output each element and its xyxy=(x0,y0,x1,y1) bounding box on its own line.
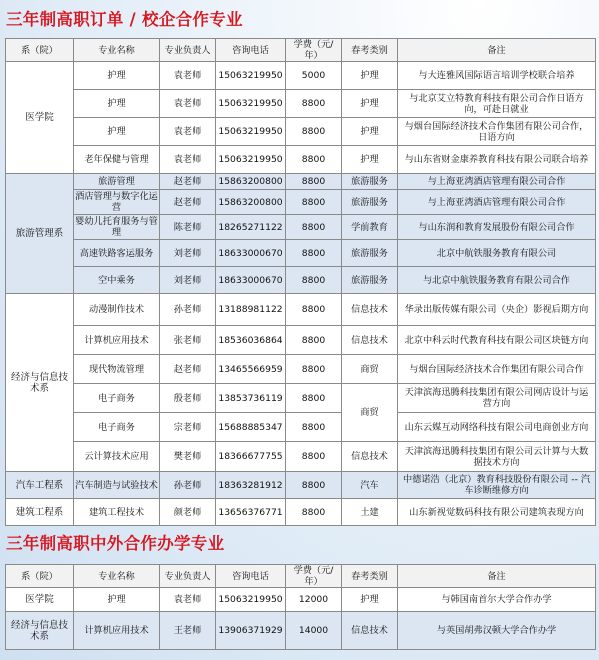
fee-cell: 8800 xyxy=(286,499,342,526)
category-cell: 商贸 xyxy=(342,355,398,384)
leader-cell: 陈老师 xyxy=(160,215,216,240)
category-cell: 汽车 xyxy=(342,472,398,499)
section1-title: 三年制高职订单 / 校企合作专业 xyxy=(6,10,243,29)
fee-cell: 8800 xyxy=(286,384,342,413)
table-row xyxy=(6,588,596,612)
table-row xyxy=(6,174,596,190)
phone-cell: 13188981122 xyxy=(216,294,286,326)
note-cell: 与北京中航铁服务教育有限公司合作 xyxy=(398,267,596,294)
leader-cell: 赵老师 xyxy=(160,174,216,190)
leader-cell: 袁老师 xyxy=(160,588,216,612)
category-cell: 土建 xyxy=(342,499,398,526)
fee-cell: 8800 xyxy=(286,355,342,384)
note-cell: 与烟台国际经济技术合作集团有限公司合作 xyxy=(398,355,596,384)
category-cell: 旅游服务 xyxy=(342,267,398,294)
phone-cell: 15063219950 xyxy=(216,90,286,118)
leader-cell: 王老师 xyxy=(160,612,216,650)
phone-cell: 15863200800 xyxy=(216,174,286,190)
dept-cell: 医学院 xyxy=(6,588,74,612)
header-category: 春考类别 xyxy=(342,565,398,588)
major-cell: 婴幼儿托育服务与管理 xyxy=(75,216,158,238)
dept-cell: 建筑工程系 xyxy=(6,499,74,526)
fee-cell: 8800 xyxy=(286,240,342,267)
leader-cell: 殷老师 xyxy=(160,384,216,413)
category-cell: 护理 xyxy=(342,146,398,174)
category-cell: 信息技术 xyxy=(342,294,398,326)
table-row xyxy=(6,90,596,118)
dept-cell: 经济与信息技术系 xyxy=(6,612,74,650)
phone-cell: 13656376771 xyxy=(216,499,286,526)
note-cell: 山东新视觉数码科技有限公司建筑表现方向 xyxy=(398,499,596,526)
leader-cell: 赵老师 xyxy=(160,190,216,215)
note-cell: 华录出版传媒有限公司（央企）影视后期方向 xyxy=(398,294,596,326)
major-cell: 建筑工程技术 xyxy=(74,499,160,526)
major-cell: 老年保健与管理 xyxy=(74,146,160,174)
phone-cell: 15688885347 xyxy=(216,413,286,442)
header-note: 备注 xyxy=(398,565,596,588)
dept-cell: 医学院 xyxy=(6,62,74,174)
fee-cell: 8800 xyxy=(286,294,342,326)
table-header-row xyxy=(6,39,596,62)
note-cell: 中德诺浩（北京）教育科技股份有限公司 -- 汽车诊断维修方向 xyxy=(398,472,596,499)
header-category: 春考类别 xyxy=(342,39,398,62)
major-cell: 现代物流管理 xyxy=(74,355,160,384)
fee-cell: 8800 xyxy=(286,267,342,294)
category-cell: 护理 xyxy=(342,118,398,146)
section2-title: 三年制高职中外合作办学专业 xyxy=(6,534,225,553)
category-cell: 旅游服务 xyxy=(342,240,398,267)
category-cell: 护理 xyxy=(342,62,398,90)
major-cell: 空中乘务 xyxy=(74,267,160,294)
phone-cell: 13465566959 xyxy=(216,355,286,384)
table-row xyxy=(6,499,596,526)
fee-cell: 5000 xyxy=(286,62,342,90)
table-row xyxy=(6,472,596,499)
phone-cell: 15063219950 xyxy=(216,118,286,146)
leader-cell: 孙老师 xyxy=(160,472,216,499)
major-cell: 护理 xyxy=(74,588,160,612)
note-cell: 与山东润和教育发展股份有限公司合作 xyxy=(398,215,596,240)
note-cell: 天津滨海迅腾科技集团有限公司云计算与大数据技术方向 xyxy=(398,442,596,472)
fee-cell: 8800 xyxy=(286,174,342,190)
table-row xyxy=(6,267,596,294)
leader-cell: 袁老师 xyxy=(160,90,216,118)
major-cell: 电子商务 xyxy=(74,413,160,442)
table-row xyxy=(6,62,596,90)
category-cell: 商贸 xyxy=(342,384,398,442)
phone-cell: 15063219950 xyxy=(216,146,286,174)
header-leader: 专业负责人 xyxy=(160,565,216,588)
fee-cell: 12000 xyxy=(286,588,342,612)
phone-cell: 18633000670 xyxy=(216,240,286,267)
table-row xyxy=(6,118,596,146)
major-cell: 护理 xyxy=(74,90,160,118)
table-row xyxy=(6,294,596,326)
phone-cell: 18366677755 xyxy=(216,442,286,472)
header-leader: 专业负责人 xyxy=(160,39,216,62)
table-row xyxy=(6,326,596,355)
phone-cell: 13853736119 xyxy=(216,384,286,413)
major-cell: 计算机应用技术 xyxy=(74,326,160,355)
major-cell: 电子商务 xyxy=(74,384,160,413)
note-cell: 与烟台国际经济技术合作集团有限公司合作，日语方向 xyxy=(398,118,596,146)
phone-cell: 15863200800 xyxy=(216,190,286,215)
fee-cell: 8800 xyxy=(286,215,342,240)
category-cell: 旅游服务 xyxy=(342,174,398,190)
category-cell: 旅游服务 xyxy=(342,190,398,215)
header-dept: 系（院） xyxy=(6,565,74,588)
leader-cell: 樊老师 xyxy=(160,442,216,472)
phone-cell: 13906371929 xyxy=(216,612,286,650)
header-note: 备注 xyxy=(398,39,596,62)
fee-cell: 8800 xyxy=(286,442,342,472)
leader-cell: 袁老师 xyxy=(160,62,216,90)
note-cell: 与大连雅风国际语言培训学校联合培养 xyxy=(398,62,596,90)
dept-cell: 经济与信息技术系 xyxy=(6,294,74,472)
category-cell: 信息技术 xyxy=(342,612,398,650)
fee-cell: 8800 xyxy=(286,413,342,442)
leader-cell: 颜老师 xyxy=(160,499,216,526)
leader-cell: 刘老师 xyxy=(160,267,216,294)
table-row xyxy=(6,612,596,650)
header-dept: 系（院） xyxy=(6,39,74,62)
header-phone: 咨询电话 xyxy=(216,39,286,62)
table-header-row xyxy=(6,565,596,588)
table-row xyxy=(6,384,596,413)
order-majors-table xyxy=(5,38,596,526)
category-cell: 信息技术 xyxy=(342,326,398,355)
table-row xyxy=(6,146,596,174)
table-row xyxy=(6,215,596,240)
phone-cell: 18536036864 xyxy=(216,326,286,355)
major-cell: 旅游管理 xyxy=(74,174,160,190)
phone-cell: 15063219950 xyxy=(216,62,286,90)
major-cell: 计算机应用技术 xyxy=(74,612,160,650)
major-cell: 云计算技术应用 xyxy=(74,442,160,472)
note-cell: 北京中科云时代教育科技有限公司区块链方向 xyxy=(398,326,596,355)
fee-cell: 8800 xyxy=(286,90,342,118)
major-cell: 汽车制造与试验技术 xyxy=(74,472,160,499)
note-cell: 天津滨海迅腾科技集团有限公司网店设计与运营方向 xyxy=(398,384,596,413)
fee-cell: 8800 xyxy=(286,326,342,355)
header-fee: 学费（元/年） xyxy=(286,565,342,588)
fee-cell: 8800 xyxy=(286,472,342,499)
category-cell: 信息技术 xyxy=(342,442,398,472)
sino-foreign-majors-table xyxy=(5,564,596,650)
fee-cell: 8800 xyxy=(286,118,342,146)
dept-cell: 旅游管理系 xyxy=(6,174,74,294)
category-cell: 学前教育 xyxy=(342,215,398,240)
header-phone: 咨询电话 xyxy=(216,565,286,588)
note-cell: 与韩国南首尔大学合作办学 xyxy=(398,588,596,612)
note-cell: 与英国胡弗汉顿大学合作办学 xyxy=(398,612,596,650)
fee-cell: 14000 xyxy=(286,612,342,650)
phone-cell: 18265271122 xyxy=(216,215,286,240)
category-cell: 护理 xyxy=(342,588,398,612)
note-cell: 与上海亚湾酒店管理有限公司合作 xyxy=(398,174,596,190)
table-row xyxy=(6,190,596,215)
leader-cell: 刘老师 xyxy=(160,240,216,267)
table-row xyxy=(6,413,596,442)
note-cell: 与上海亚湾酒店管理有限公司合作 xyxy=(398,190,596,215)
leader-cell: 袁老师 xyxy=(160,118,216,146)
note-cell: 与北京艾立特教育科技有限公司合作日语方向，可赴日就业 xyxy=(398,90,596,118)
table-row xyxy=(6,355,596,384)
leader-cell: 赵老师 xyxy=(160,355,216,384)
phone-cell: 18633000670 xyxy=(216,267,286,294)
fee-cell: 8800 xyxy=(286,146,342,174)
phone-cell: 15063219950 xyxy=(216,588,286,612)
note-cell: 北京中航铁服务教育有限公司 xyxy=(398,240,596,267)
major-cell: 酒店管理与数字化运营 xyxy=(75,191,158,213)
dept-cell: 汽车工程系 xyxy=(6,472,74,499)
leader-cell: 袁老师 xyxy=(160,146,216,174)
category-cell: 护理 xyxy=(342,90,398,118)
leader-cell: 孙老师 xyxy=(160,294,216,326)
leader-cell: 张老师 xyxy=(160,326,216,355)
major-cell: 高速铁路客运服务 xyxy=(74,240,160,267)
leader-cell: 宗老师 xyxy=(160,413,216,442)
major-cell: 护理 xyxy=(74,62,160,90)
header-fee: 学费（元/年） xyxy=(286,39,342,62)
table-row xyxy=(6,442,596,472)
fee-cell: 8800 xyxy=(286,190,342,215)
note-cell: 山东云媒互动网络科技有限公司电商创业方向 xyxy=(398,413,596,442)
phone-cell: 18363281912 xyxy=(216,472,286,499)
header-major: 专业名称 xyxy=(74,565,160,588)
header-major: 专业名称 xyxy=(74,39,160,62)
table-row xyxy=(6,240,596,267)
note-cell: 与山东省财金康养教育科技有限公司联合培养 xyxy=(398,146,596,174)
major-cell: 动漫制作技术 xyxy=(74,294,160,326)
major-cell: 护理 xyxy=(74,118,160,146)
